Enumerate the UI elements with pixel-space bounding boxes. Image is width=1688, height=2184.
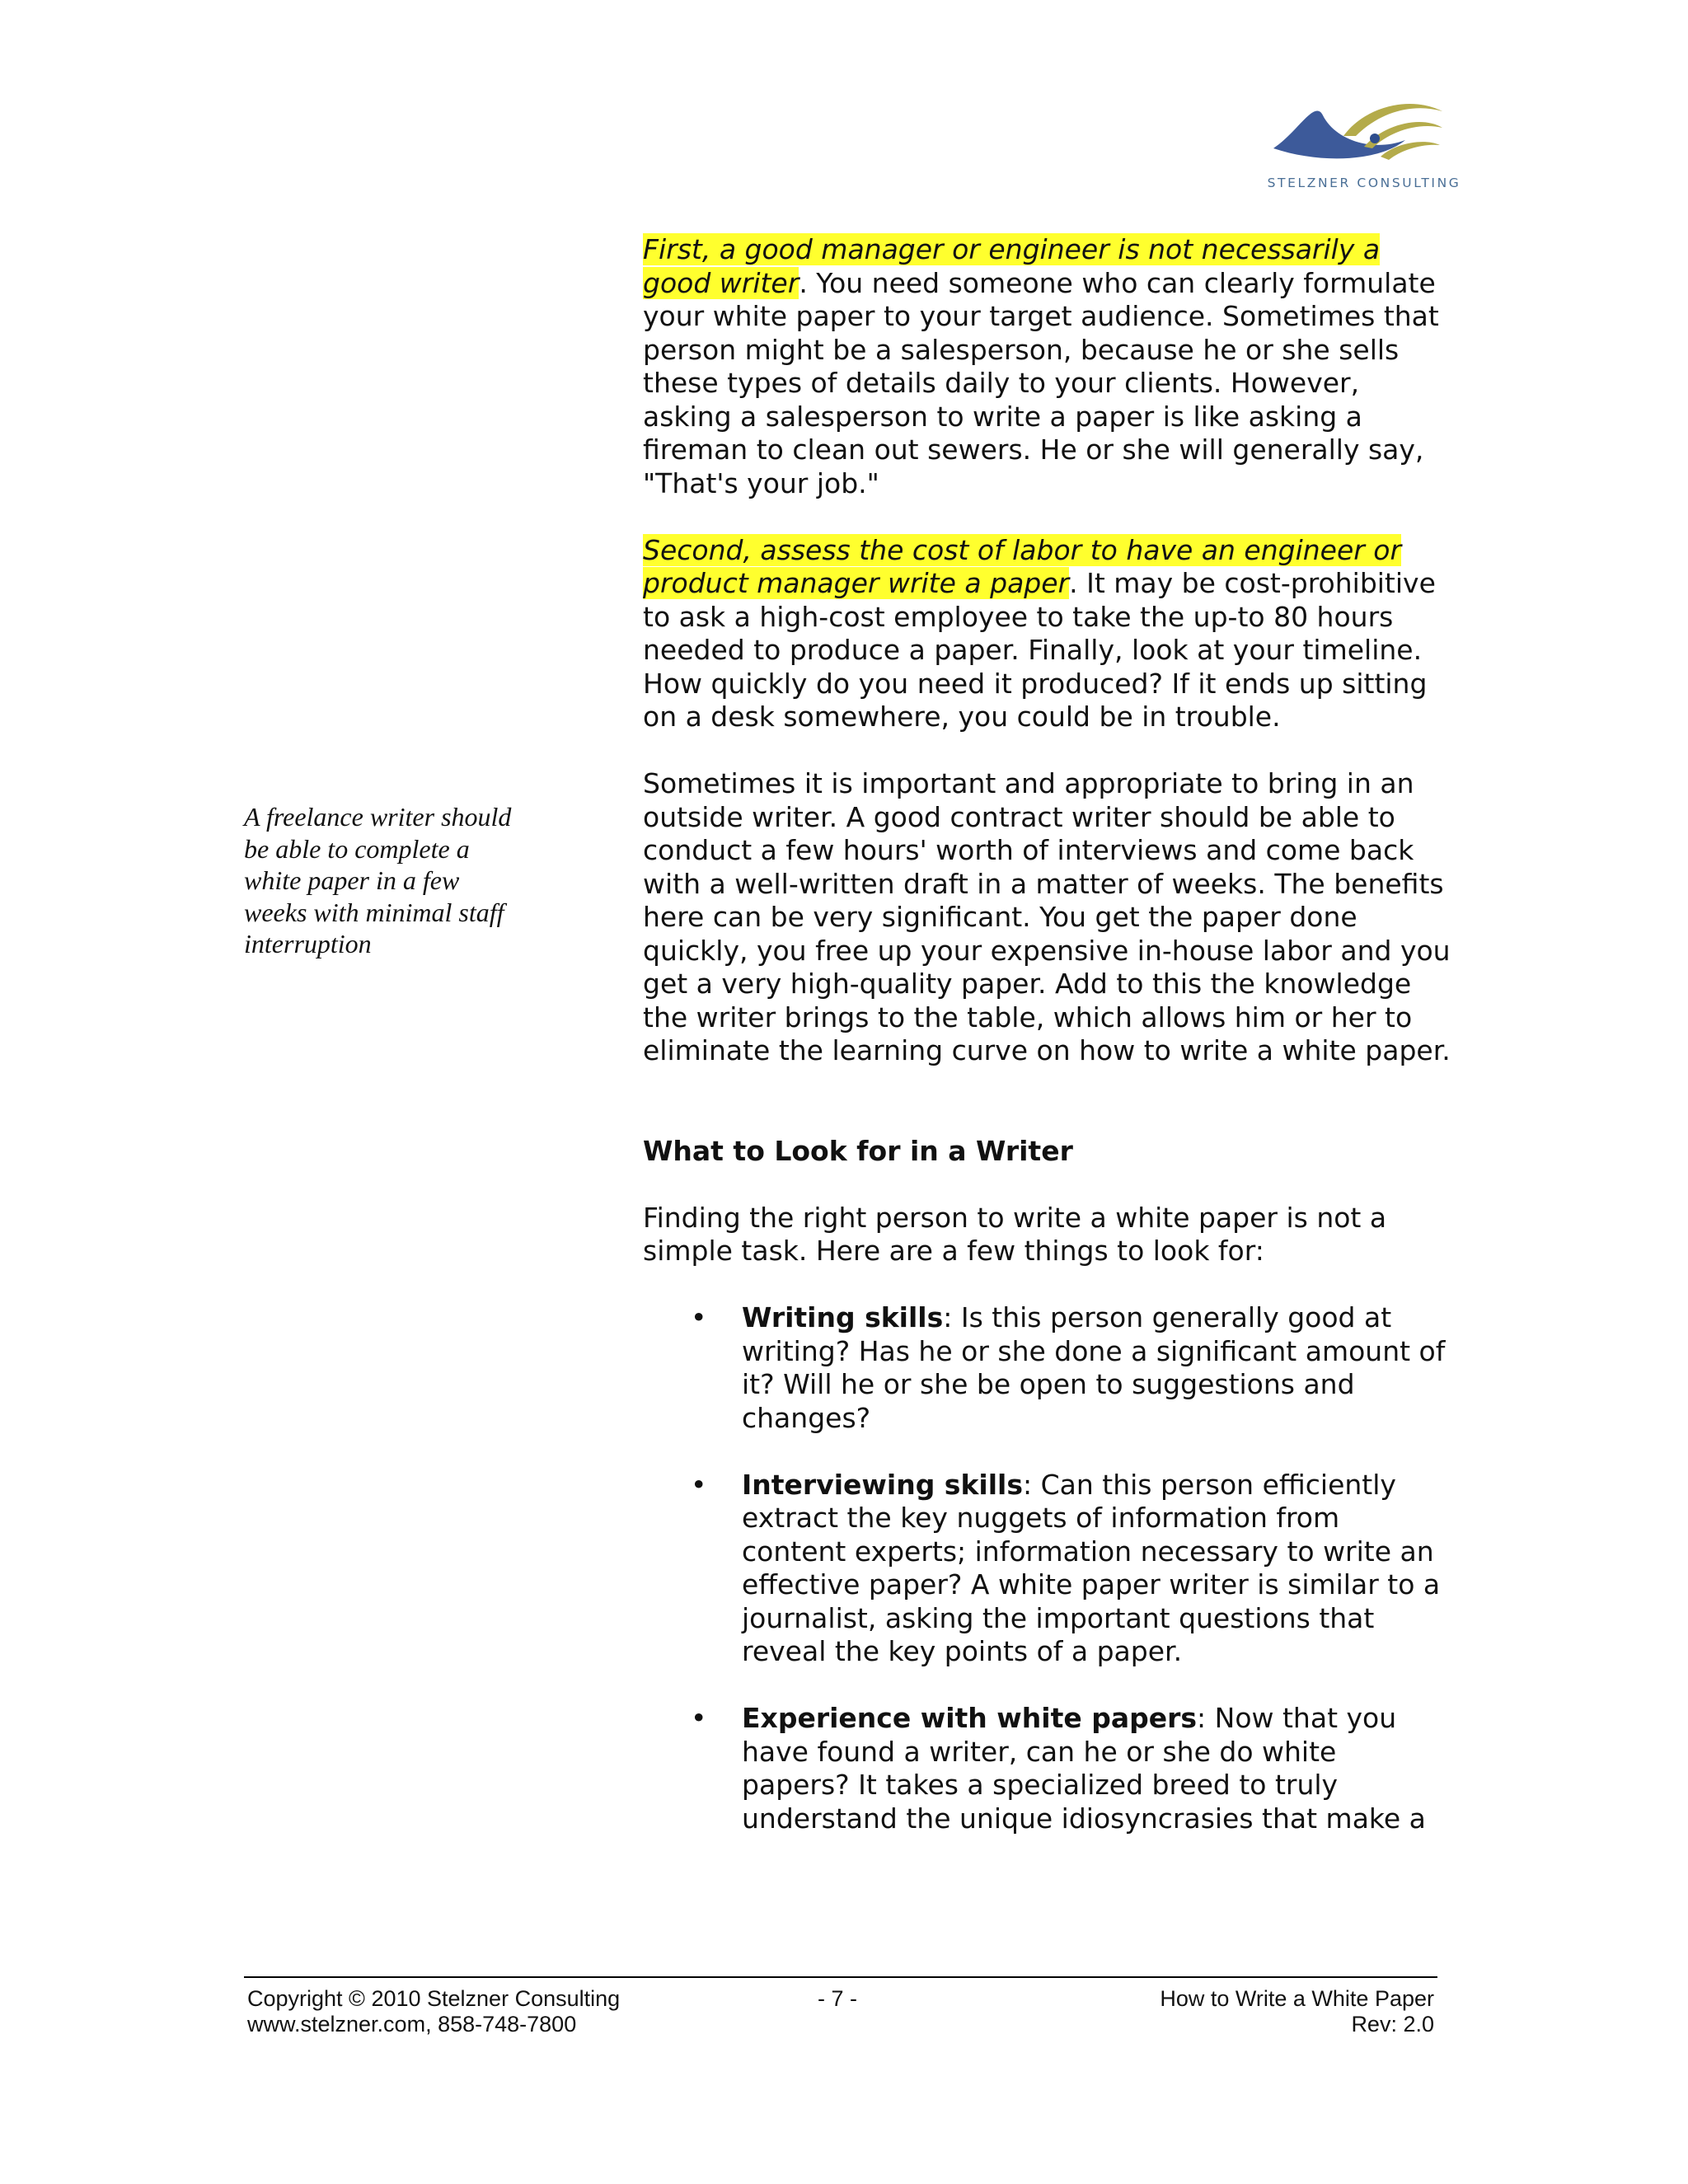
page-footer xyxy=(244,1976,1437,2037)
list-item xyxy=(643,1469,1451,1669)
paragraph-intro: Finding the right person to write a white paper is not a simple task. Here are a few things to look for: xyxy=(643,1201,1387,1267)
footer-page-number: - 7 - xyxy=(818,1986,858,2011)
list-item-term: Interviewing skills xyxy=(742,1468,1023,1501)
footer-copyright: Copyright © 2010 Stelzner Consulting xyxy=(247,1986,621,2011)
logo-wordmark: STELZNER CONSULTING xyxy=(1267,176,1461,190)
list-item-text: : Can this person efficiently extract the key nuggets of information from content experts; information necessary to write an effective paper? A white paper writer is similar to a journalist, asking the important questions that reveal the key points of a paper. xyxy=(742,1468,1441,1667)
list-item-term: Experience with white papers xyxy=(742,1702,1198,1734)
footer-doc-title: How to Write a White Paper xyxy=(1160,1986,1434,2011)
section-heading: What to Look for in a Writer xyxy=(643,1134,1073,1167)
list-item-text: : Is this person generally good at writing? Has he or she done a significant amount of it? Will he or she be open to suggestions and changes? xyxy=(742,1301,1446,1434)
footer-contact: www.stelzner.com, 858-748-7800 xyxy=(247,2012,577,2036)
bullet-icon: • xyxy=(691,1301,707,1333)
bullet-icon: • xyxy=(691,1468,707,1501)
stelzner-swoosh-icon xyxy=(1265,91,1463,173)
sidebar-pull-quote: A freelance writer should be able to complete a white paper in a few weeks with minimal staff interruption xyxy=(244,802,512,959)
list-item xyxy=(643,1301,1451,1435)
paragraph-text: . You need someone who can clearly formulate your white paper to your target audience. Sometimes that person might be a salesperson, because he or she sells these types of details daily to your clients. However, asking a salesperson to write a paper is like asking a fireman to clean out sewers. He or she will generally say, "That's your job." xyxy=(643,266,1439,499)
paragraph-text: . It may be cost-prohibitive to ask a high-cost employee to take the up-to 80 hours needed to produce a paper. Finally, look at your timeline. How quickly do you need it produced? If it ends up sitting on a desk somewhere, you could be in trouble. xyxy=(643,567,1436,733)
bullet-list xyxy=(643,1301,1451,1835)
list-item xyxy=(643,1702,1451,1835)
bullet-icon: • xyxy=(691,1702,707,1734)
paragraph-3: Sometimes it is important and appropriate to bring in an outside writer. A good contract writer should be able to conduct a few hours' worth of interviews and come back with a well-written draft in a matter of weeks. The benefits here can be very significant. You get the paper done quickly, you free up your expensive in-house labor and you get a very high-quality paper. Add to this the knowledge the writer brings to the table, which allows him or her to eliminate the learning curve on how to write a white paper. xyxy=(643,767,1451,1066)
footer-row xyxy=(244,2012,1437,2037)
paragraph-1 xyxy=(643,233,1451,500)
stelzner-logo xyxy=(1265,91,1463,198)
footer-revision: Rev: 2.0 xyxy=(1351,2012,1434,2036)
paragraph-2 xyxy=(643,534,1451,734)
list-item-term: Writing skills xyxy=(742,1301,944,1333)
main-content xyxy=(643,233,1451,1869)
highlighted-text: Second, assess the cost of labor to have an engineer or product manager write a paper xyxy=(643,533,1402,599)
footer-row xyxy=(244,1986,1437,2012)
list-item-text: : Now that you have found a writer, can he or she do white papers? It takes a specialized breed to truly understand the unique idiosyncrasies that make a xyxy=(742,1702,1426,1835)
highlighted-text: First, a good manager or engineer is not necessarily a good writer xyxy=(643,233,1381,299)
